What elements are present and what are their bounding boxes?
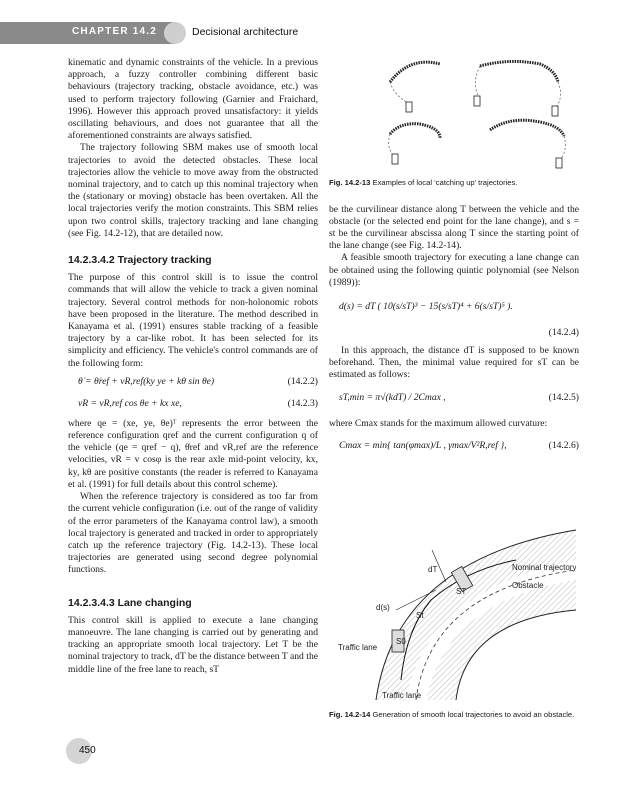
local-trajectory	[556, 82, 561, 108]
right-column	[329, 178, 579, 468]
paragraph: where qe = (xe, ye, θe)ᵀ represents the error between the reference configuration qref and the current configuration q of the vehicle (qe = qref − q), θ̇ref and vR,ref are the reference velocities, vR = v cosφ is the rear axle mid-point velocity, kx, ky, kθ are positive constants (the reader is referred to Kanayama et al. (1991) for full details about this control scheme).	[68, 417, 318, 490]
header-circle	[164, 22, 186, 44]
vehicle-marker	[392, 154, 398, 164]
trajectory-curve	[390, 124, 440, 138]
vehicle-marker	[552, 106, 558, 116]
equation-expression: Cmax = min{ tan(φmax)/L , γmax/V²R,ref },	[339, 439, 507, 451]
label-obstacle: Obstacle	[512, 581, 544, 590]
equation	[329, 325, 579, 339]
section-title: Decisional architecture	[192, 26, 299, 38]
paragraph: The purpose of this control skill is to issue the control commands that will allow the vehicle to track a given nominal trajectory. Several control methods for non-holonomic robots have been proposed in the literature. The method described in Kanayama et al. (1991) ensures stable tracking of a feasible trajectory by a car-like robot. It has been selected for its simplicity and efficiency. The vehicle's control commands are of the following form:	[68, 272, 318, 369]
local-trajectory	[389, 134, 394, 156]
paragraph: where Cmax stands for the maximum allowed curvature:	[329, 417, 548, 429]
label-traffic-lane: Traffic lane	[382, 691, 422, 700]
caption-text: Examples of local ‘catching up’ trajectories.	[372, 178, 518, 187]
equation-expression: θ̇ = θ̇ref + vR,ref(ky ye + kθ sin θe)	[78, 375, 215, 387]
trajectory-curve	[390, 62, 440, 82]
vehicle-marker	[556, 158, 562, 168]
paragraph: kinematic and dynamic constraints of the vehicle. In a previous approach, a fuzzy controller combining different basic behaviours (trajectory tracking, obstacle avoidance, etc.) was used to perform trajectory following (Garnier and Fraichard, 1996). However this approach proved unsatisfactory: it yields oscillating behaviours, and does not guarantee that all the aforementioned constraints are always satisfied.	[68, 57, 318, 142]
caption-label: Fig. 14.2-13	[329, 178, 371, 187]
page-number: 450	[79, 745, 96, 756]
local-trajectory	[560, 136, 565, 160]
road-hatching	[376, 530, 576, 700]
label-ds: d(s)	[376, 603, 390, 612]
figure-lane-change	[336, 520, 576, 700]
section-heading: 14.2.3.4.2 Trajectory tracking	[68, 254, 212, 267]
chapter-banner	[0, 22, 176, 44]
paragraph: be the curvilinear distance along T between the vehicle and the obstacle (or the selected end point for the lane change), and s = st be the curvilinear abscissa along T since the starting point of the lane change (see Fig. 14.2-14).	[329, 203, 579, 252]
equation-number: (14.2.2)	[287, 375, 318, 387]
equation-number: (14.2.6)	[548, 439, 579, 451]
label-st: ST	[456, 587, 467, 596]
local-trajectory	[475, 66, 480, 96]
label-dt: dT	[428, 565, 438, 574]
label-s0: S0	[396, 637, 406, 646]
caption-text: Generation of smooth local trajectories to avoid an obstacle.	[372, 710, 575, 719]
figure-catching-up-trajectories	[380, 52, 580, 172]
paragraph: In this approach, the distance dT is supposed to be known beforehand. Then, the minimal value required for sT can be estimated as follows:	[329, 344, 579, 381]
trajectory-curve	[490, 120, 564, 136]
vehicle-marker	[406, 102, 412, 112]
equation	[329, 299, 579, 327]
figure-caption	[329, 178, 579, 188]
figure-caption	[329, 710, 579, 720]
paragraph: This control skill is applied to execute a lane changing manoeuvre. The lane changing is carried out by generating and tracking an appropriate smooth local trajectory. Let T be the nominal trajectory to track, dT be the distance between T and the middle line of the free lane to reach, sT	[68, 614, 318, 675]
equation	[329, 390, 579, 414]
label-traffic-lane: Traffic lane	[338, 643, 378, 652]
equation-number: (14.2.4)	[548, 326, 579, 338]
paragraph: The trajectory following SBM makes use of smooth local trajectories to avoid the detected obstacles. These local trajectories allow the vehicle to move away from the obstructed nominal trajectory, and to catch up this nominal trajectory when the (stationary or moving) obstacle has been overtaken. All the local trajectories verify the motion constraints. This SBM relies upon two control skills, trajectory tracking and lane changing (see Fig. 14.2-12), that are detailed now.	[68, 142, 318, 239]
paragraph: A feasible smooth trajectory for executing a lane change can be obtained using the following quintic polynomial (see Nelson (1989)):	[329, 252, 579, 288]
equation-expression: d(s) = dT ( 10(s/sT)³ − 15(s/sT)⁴ + 6(s/sT)⁵ ).	[339, 300, 513, 312]
local-trajectory	[390, 82, 410, 104]
left-column	[68, 57, 318, 676]
equation-number: (14.2.5)	[548, 391, 579, 403]
figure-caption-block	[329, 710, 579, 720]
label-s: St	[416, 611, 424, 620]
paragraph: When the reference trajectory is considered as too far from the current vehicle configuration (i.e. out of the range of validity of the error parameters of the Kanayama control law), a smooth local trajectory is generated and tracked in order to appropriately catch up the reference trajectory (Fig. 14.2-13). These local trajectories are generated using second degree polynomial functions.	[68, 491, 318, 576]
equation-expression: sT,min = π√(kdT) / 2Cmax ,	[339, 391, 446, 403]
equation	[68, 374, 318, 392]
chapter-label: CHAPTER 14.2	[72, 26, 157, 37]
equation-number: (14.2.3)	[287, 397, 318, 409]
trajectory-curve	[480, 61, 558, 82]
equation-expression: vR = vR,ref cos θe + kx xe,	[78, 397, 182, 409]
vehicle-marker	[474, 96, 480, 106]
label-nominal-trajectory: Nominal trajectory	[512, 563, 576, 572]
caption-label: Fig. 14.2-14	[329, 710, 371, 719]
section-heading: 14.2.3.4.3 Lane changing	[68, 596, 192, 609]
equation	[68, 396, 318, 414]
equation	[329, 438, 579, 464]
